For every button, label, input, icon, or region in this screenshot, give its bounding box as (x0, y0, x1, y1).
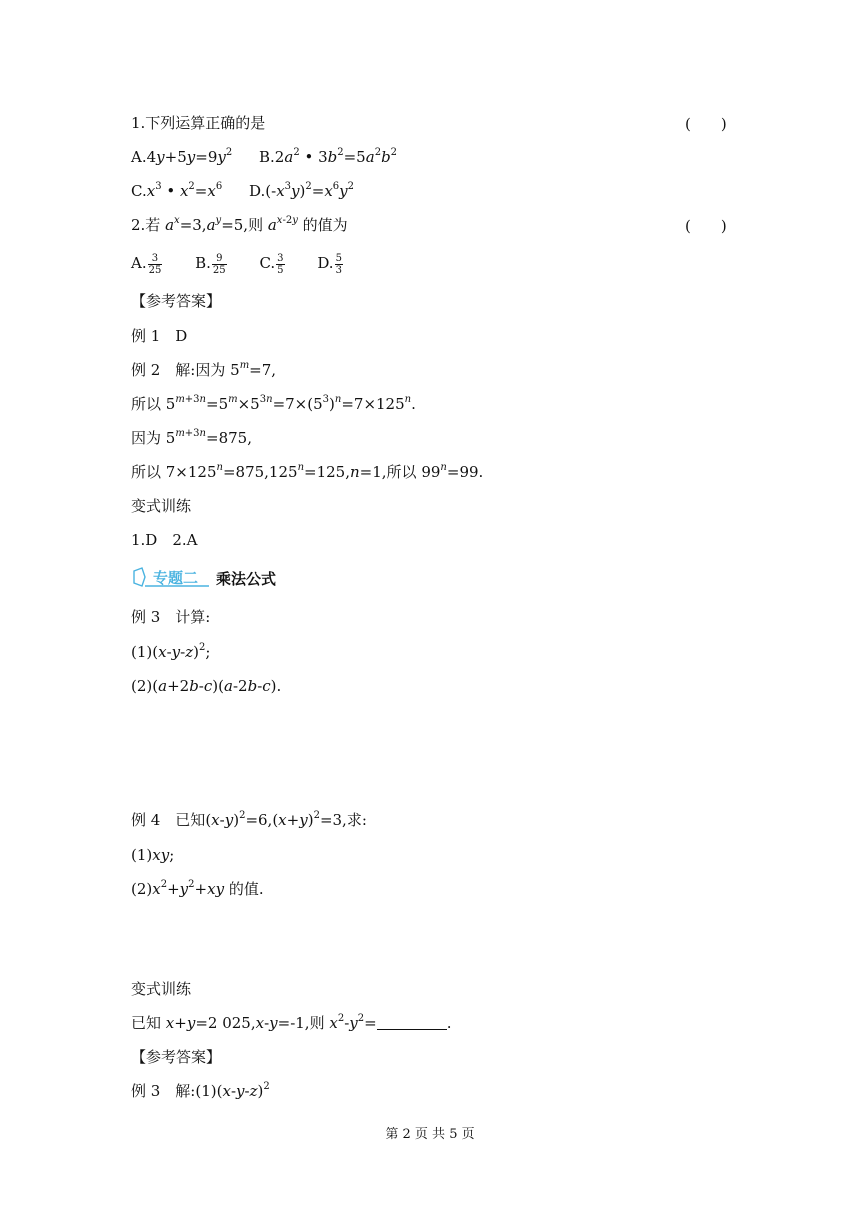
option-a: $A.4y+5y=9y^2$ (131, 147, 233, 166)
example-2-line-4: 所以 $7\times 125^n=875,125^n=125,n=1$,所以 $99^n=99$. (131, 462, 484, 481)
option-c: C. $\frac{3}{5}$ (259, 252, 284, 276)
example-2-line-1: 例 2 解:因为 $5^m=7$, (131, 360, 277, 379)
example-4-part-2: $(2)x^2+y^2+xy$ 的值. (131, 879, 264, 898)
section-number: 专题二 (153, 569, 199, 587)
section-title: 乘法公式 (216, 570, 277, 588)
question-1-stem: 1.下列运算正确的是 (131, 114, 266, 132)
answer-bracket: ( ) (685, 217, 727, 235)
example-4-heading: 例 4 已知$(x-y)^2=6,(x+y)^2=3$,求: (131, 810, 367, 829)
answer-blank[interactable] (377, 1015, 447, 1030)
example-3-solution: 例 3 解$:(1)(x-y-z)^2$ (131, 1081, 270, 1100)
fraction: $\frac{9}{25}$ (212, 252, 226, 276)
practice-heading: 变式训练 (131, 980, 192, 998)
practice-heading: 变式训练 (131, 497, 192, 515)
fraction: $\frac{3}{25}$ (148, 252, 162, 276)
example-4-part-1: (1)xy; (131, 846, 175, 864)
example-2-line-2: 所以 $5^{m+3n}=5^m\times 5^{3n}=7\times(5^3)^n=7\times 125^n$. (131, 394, 416, 413)
page-footer: 第 2 页 共 5 页 (385, 1127, 475, 1142)
question-1-options-cd (131, 181, 354, 201)
reference-answer-heading: 【参考答案】 (131, 292, 222, 310)
option-b: $B.2a^2$ • $3b^2=5a^2b^2$ (259, 147, 398, 166)
example-3-part-2: (2)(a+2b-c)(a-2b-c). (131, 677, 282, 695)
question-2-options (131, 250, 365, 276)
option-c: $C.x^3$ • $x^2=x^6$ (131, 181, 223, 200)
fraction: $\frac{5}{3}$ (335, 252, 342, 276)
example-3-heading: 例 3 计算: (131, 608, 211, 626)
option-d: $D.(-x^3y)^2=x^6y^2$ (249, 181, 355, 200)
option-d: D. $\frac{5}{3}$ (317, 252, 342, 276)
example-2-line-3: 因为 $5^{m+3n}=875$, (131, 428, 252, 447)
example-3-part-1: $(1)(x-y-z)^2$; (131, 642, 211, 661)
answer-bracket: ( ) (685, 115, 727, 133)
option-b: B. $\frac{9}{25}$ (195, 252, 226, 276)
reference-answer-heading: 【参考答案】 (131, 1048, 222, 1066)
section-badge (131, 566, 211, 588)
example-1-answer: 例 1 D (131, 327, 188, 345)
question-2-stem: 2.若 $a^x=3,a^y=5$,则 $a^{x-2y}$ 的值为 (131, 215, 348, 234)
question-1-options-ab (131, 147, 397, 167)
option-a: A. $\frac{3}{25}$ (131, 252, 162, 276)
practice-answer: 1.D 2.A (131, 531, 198, 549)
practice-question: 已知 x+y=2 025,x-y=-1,则 $x^2-y^2=$ . (131, 1013, 452, 1032)
fraction: $\frac{3}{5}$ (277, 252, 284, 276)
